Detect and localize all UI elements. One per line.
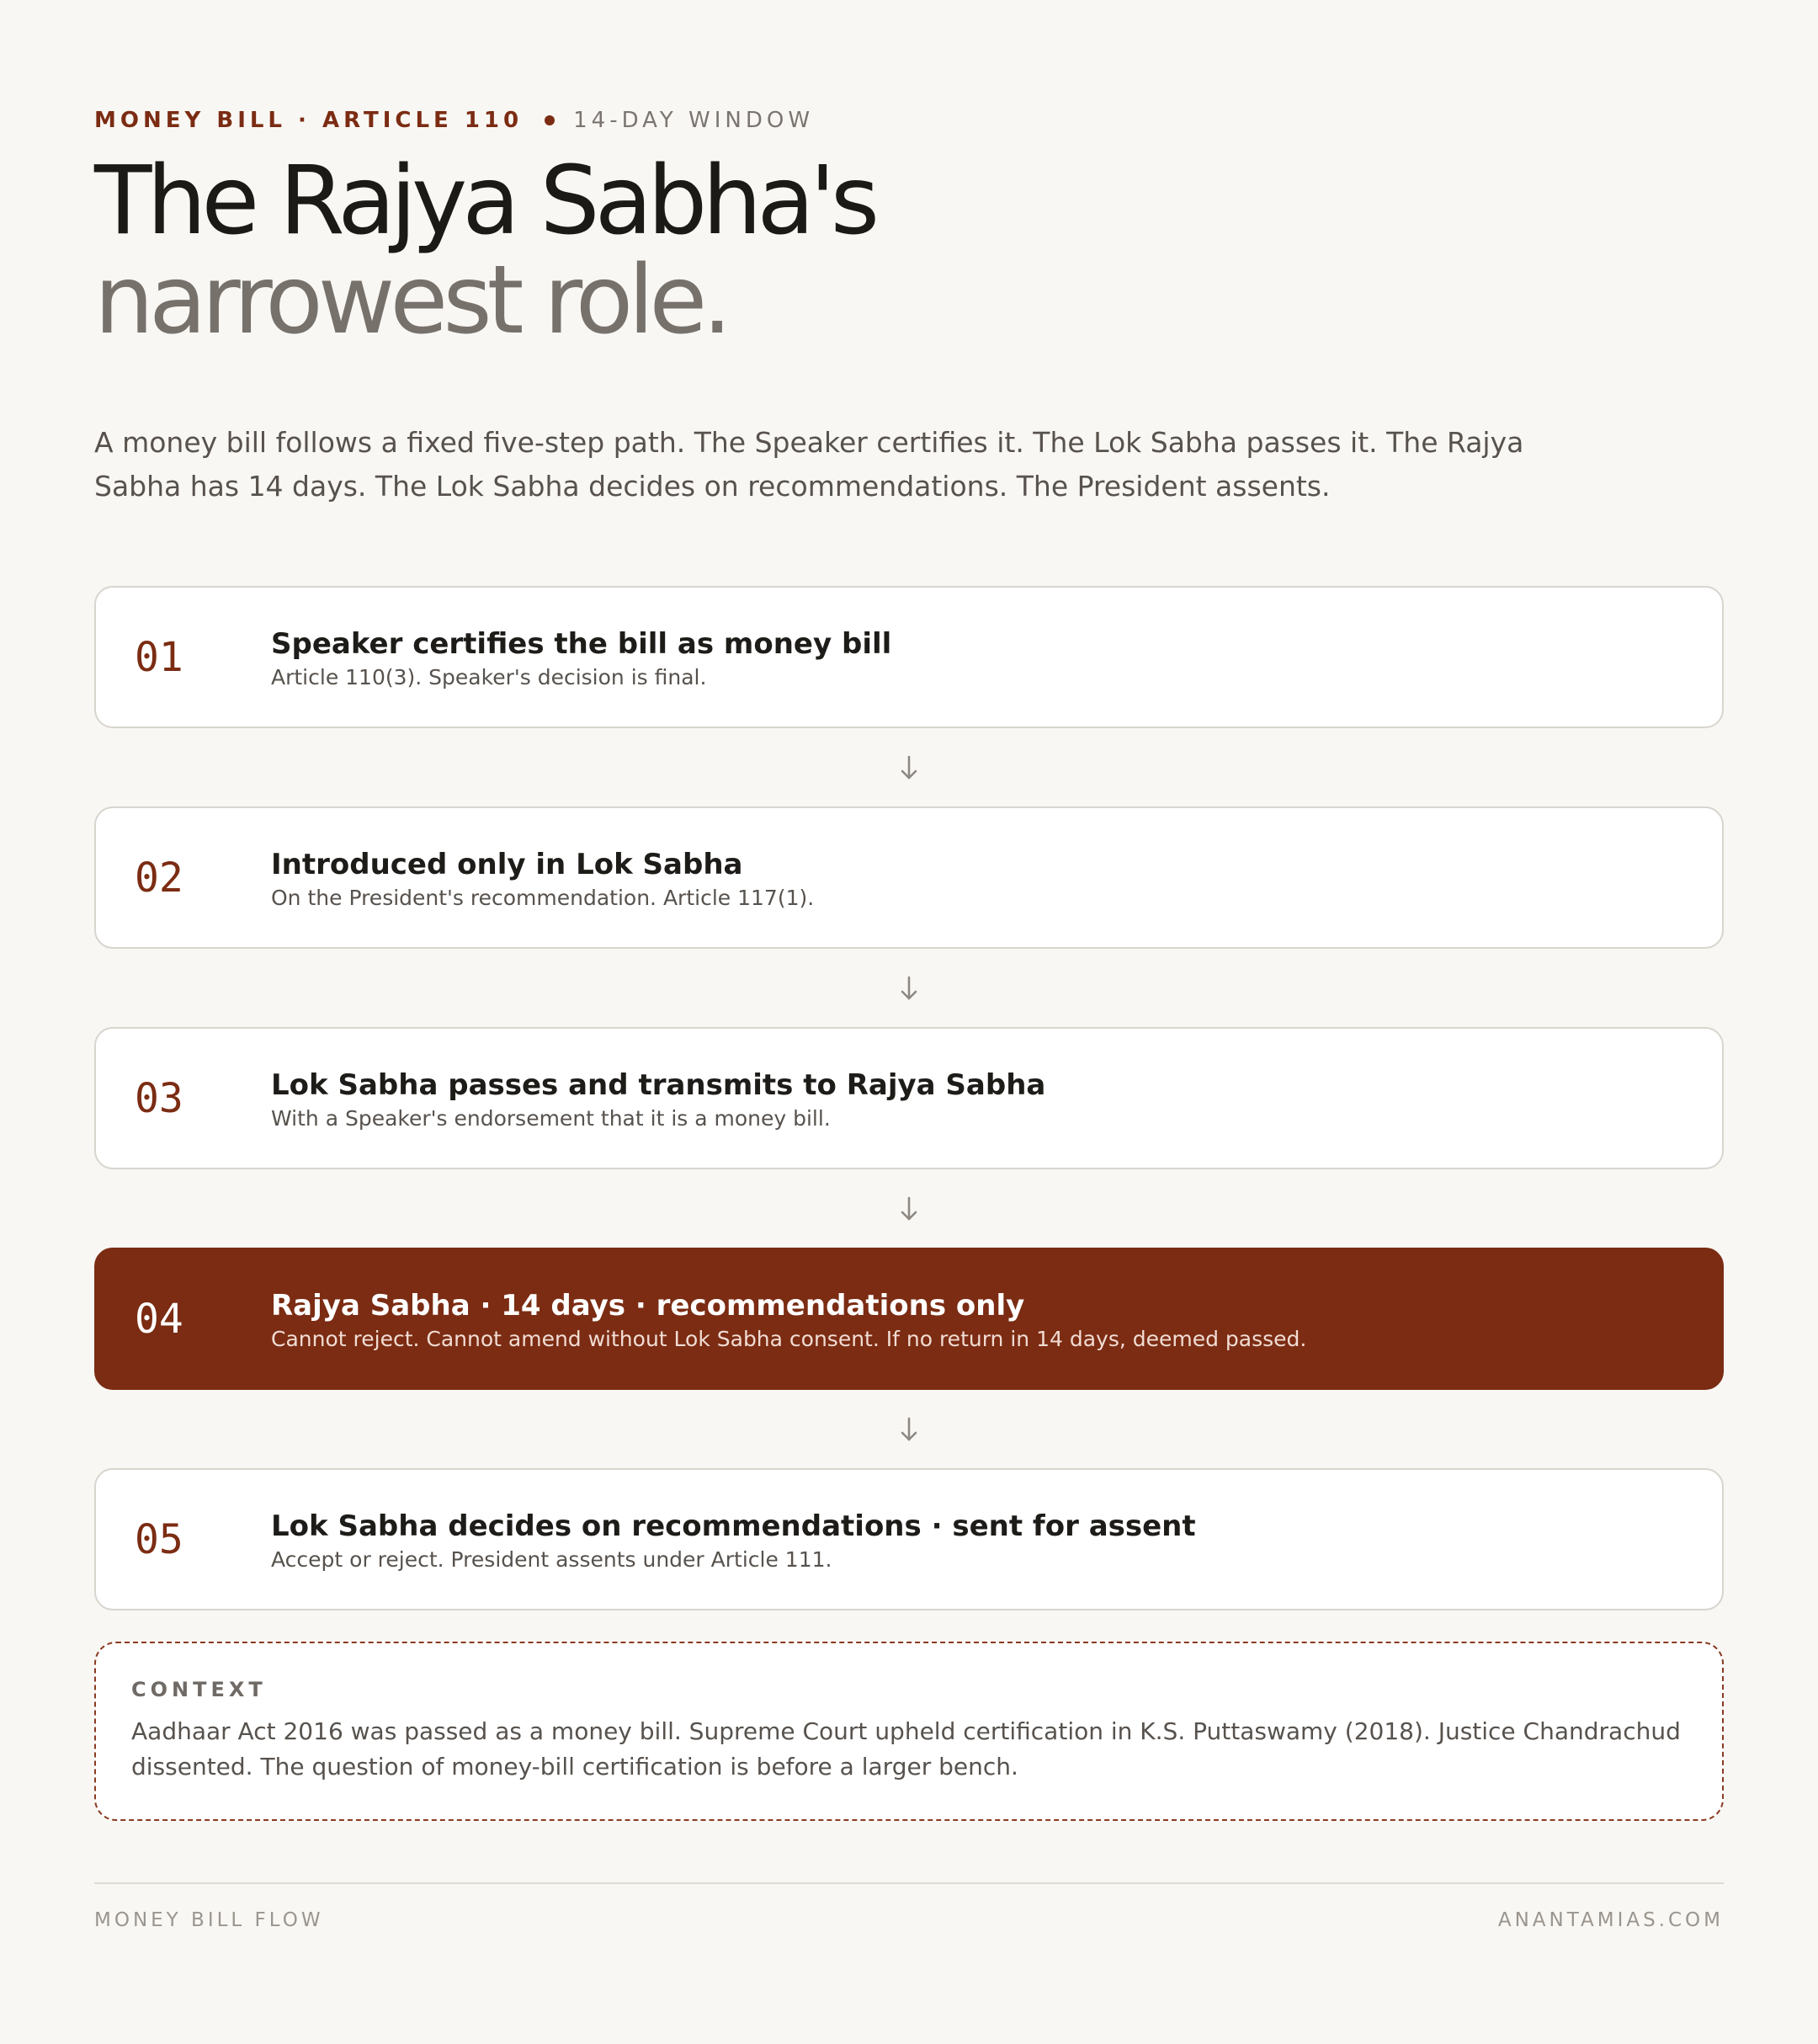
footer-site-link[interactable]: ANANTAMIAS.COM [1497,1909,1724,1931]
context-label: CONTEXT [131,1678,267,1701]
step-text [271,1067,1688,1133]
intro-paragraph: A money bill follows a fixed five-step path. The Speaker certifies it. The Lok Sabha passes it. The Rajya Sabha has 14 days. The Lok Sabha decides on recommendations. The President assents. [94,426,1524,503]
step-title: Lok Sabha passes and transmits to Rajya Sabha [271,1068,1046,1102]
step-text [271,1509,1688,1574]
eyebrow-topic: MONEY BILL · ARTICLE 110 [94,108,524,133]
step-title: Rajya Sabha · 14 days · recommendations only [271,1289,1025,1323]
step-card-02 [94,806,1724,949]
step-detail: With a Speaker's endorsement that it is a money bill. [271,1106,831,1131]
down-arrow-icon [94,949,1724,1027]
step-title: Lok Sabha decides on recommendations · sent for assent [271,1509,1196,1543]
down-arrow-icon [94,1169,1724,1248]
step-number: 02 [135,854,183,902]
step-detail: On the President's recommendation. Article 117(1). [271,886,815,910]
step-title: Speaker certifies the bill as money bill [271,627,892,661]
step-card-03 [94,1027,1724,1169]
step-number: 05 [135,1515,183,1563]
step-text [271,626,1688,692]
eyebrow-window: 14-DAY WINDOW [573,108,815,133]
step-detail: Cannot reject. Cannot amend without Lok Sabha consent. If no return in 14 days, deemed passed. [271,1327,1307,1351]
step-number: 03 [135,1074,183,1122]
title-line-2: narrowest role. [94,246,727,355]
bullet-dot-icon [545,115,555,125]
step-text [271,1288,1688,1354]
step-text [271,847,1688,913]
step-card-04 [94,1248,1724,1390]
footer-divider [94,1882,1724,1884]
step-card-01 [94,586,1724,728]
footer-left-label: MONEY BILL FLOW [94,1909,324,1931]
step-number: 01 [135,633,183,681]
step-title: Introduced only in Lok Sabha [271,848,743,881]
down-arrow-icon [94,1390,1724,1468]
context-text: Aadhaar Act 2016 was passed as a money bill. Supreme Court upheld certification in K.S. Puttaswamy (2018). Justice Chandrachud dissented. The question of money-bill certification is before a larger bench. [131,1717,1681,1781]
flow-steps [94,586,1724,1610]
step-detail: Accept or reject. President assents under Article 111. [271,1547,832,1572]
step-number: 04 [135,1295,183,1343]
eyebrow [94,106,814,135]
title-line-1: The Rajya Sabha's [94,146,875,256]
step-detail: Article 110(3). Speaker's decision is final. [271,665,707,689]
step-card-05 [94,1468,1724,1610]
page-title [94,146,875,355]
footer [94,1909,1724,1931]
context-box [94,1642,1724,1821]
down-arrow-icon [94,728,1724,806]
